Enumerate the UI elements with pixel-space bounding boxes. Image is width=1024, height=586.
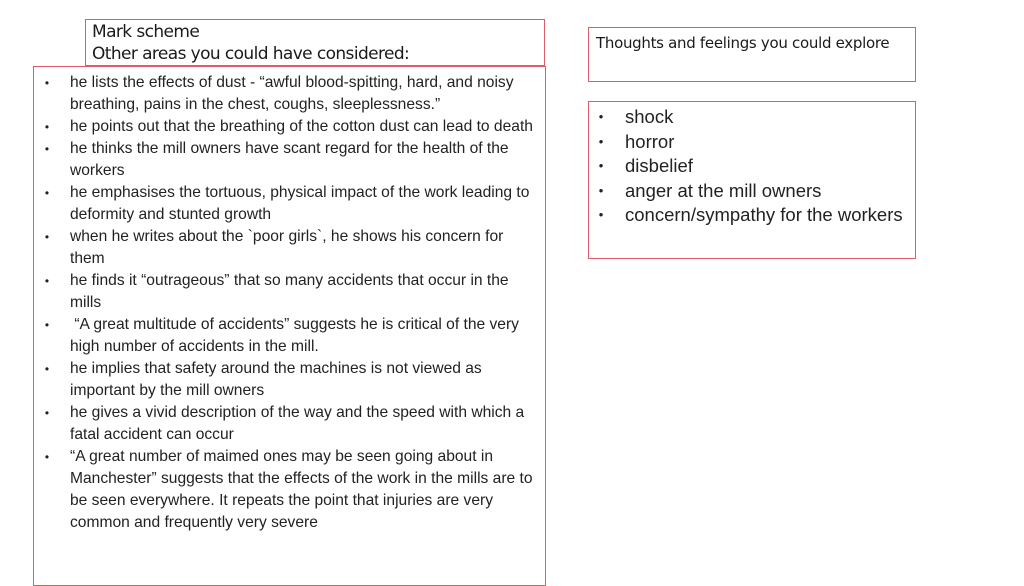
bullet-icon: •	[44, 76, 50, 90]
list-item-text: “A great number of maimed ones may be seen going about in Manchester” suggests that the effects of the work in the mills are to be seen everywhere. It repeats the point that injuries are very common and frequently very severe	[70, 448, 533, 531]
list-item	[589, 130, 915, 155]
bullet-icon: •	[598, 182, 604, 198]
bullet-icon: •	[44, 362, 50, 376]
list-item	[34, 182, 545, 226]
bullet-icon: •	[598, 109, 604, 124]
mark-scheme-bullet-list	[34, 67, 545, 534]
list-item-text: “A great multitude of accidents” suggests he is critical of the very high number of accidents in the mill.	[70, 316, 524, 355]
list-item-text: he implies that safety around the machines is not viewed as important by the mill owners	[70, 360, 482, 399]
bullet-icon: •	[598, 158, 604, 174]
mark-scheme-points-box	[33, 66, 546, 586]
list-item	[34, 226, 545, 270]
bullet-icon: •	[598, 207, 604, 223]
list-item	[589, 105, 915, 130]
feelings-list-box	[588, 101, 916, 259]
list-item	[589, 179, 915, 204]
bullet-icon: •	[44, 406, 50, 420]
list-item-text: shock	[625, 106, 674, 127]
list-item-text: disbelief	[625, 155, 693, 177]
mark-scheme-title-box	[85, 19, 545, 66]
list-item-text: he gives a vivid description of the way and the speed with which a fatal accident can occur	[70, 404, 525, 443]
list-item-text: he emphasises the tortuous, physical impact of the work leading to deformity and stunted growth	[70, 184, 530, 223]
list-item	[34, 270, 545, 314]
list-item-text: he lists the effects of dust - “awful blood-spitting, hard, and noisy breathing, pains in the chest, coughs, sleeplessness.”	[70, 74, 514, 113]
list-item	[589, 203, 915, 228]
list-item-text: concern/sympathy for the workers	[625, 204, 903, 226]
thoughts-feelings-heading: Thoughts and feelings you could explore	[596, 34, 890, 52]
list-item	[34, 116, 545, 138]
bullet-icon: •	[44, 230, 50, 244]
list-item	[34, 358, 545, 402]
list-item	[34, 72, 545, 116]
list-item-text: he finds it “outrageous” that so many accidents that occur in the mills	[70, 272, 509, 311]
feelings-bullet-list	[589, 102, 915, 228]
mark-scheme-heading: Mark scheme	[92, 22, 200, 42]
list-item-text: anger at the mill owners	[625, 179, 822, 201]
bullet-icon: •	[44, 186, 50, 200]
list-item	[34, 138, 545, 182]
list-item-text: horror	[625, 130, 675, 152]
bullet-icon: •	[598, 133, 604, 149]
thoughts-feelings-heading-box	[588, 27, 916, 82]
bullet-icon: •	[44, 274, 50, 288]
bullet-icon: •	[44, 318, 50, 332]
list-item-text: he thinks the mill owners have scant regard for the health of the workers	[70, 140, 509, 179]
bullet-icon: •	[44, 450, 50, 464]
bullet-icon: •	[44, 142, 50, 156]
list-item	[34, 314, 545, 358]
other-areas-heading: Other areas you could have considered:	[92, 44, 410, 64]
bullet-icon: •	[44, 120, 50, 134]
list-item-text: when he writes about the `poor girls`, he shows his concern for them	[70, 228, 504, 267]
list-item-text: he points out that the breathing of the cotton dust can lead to death	[70, 118, 533, 135]
list-item	[589, 154, 915, 179]
list-item	[34, 446, 545, 534]
list-item	[34, 402, 545, 446]
